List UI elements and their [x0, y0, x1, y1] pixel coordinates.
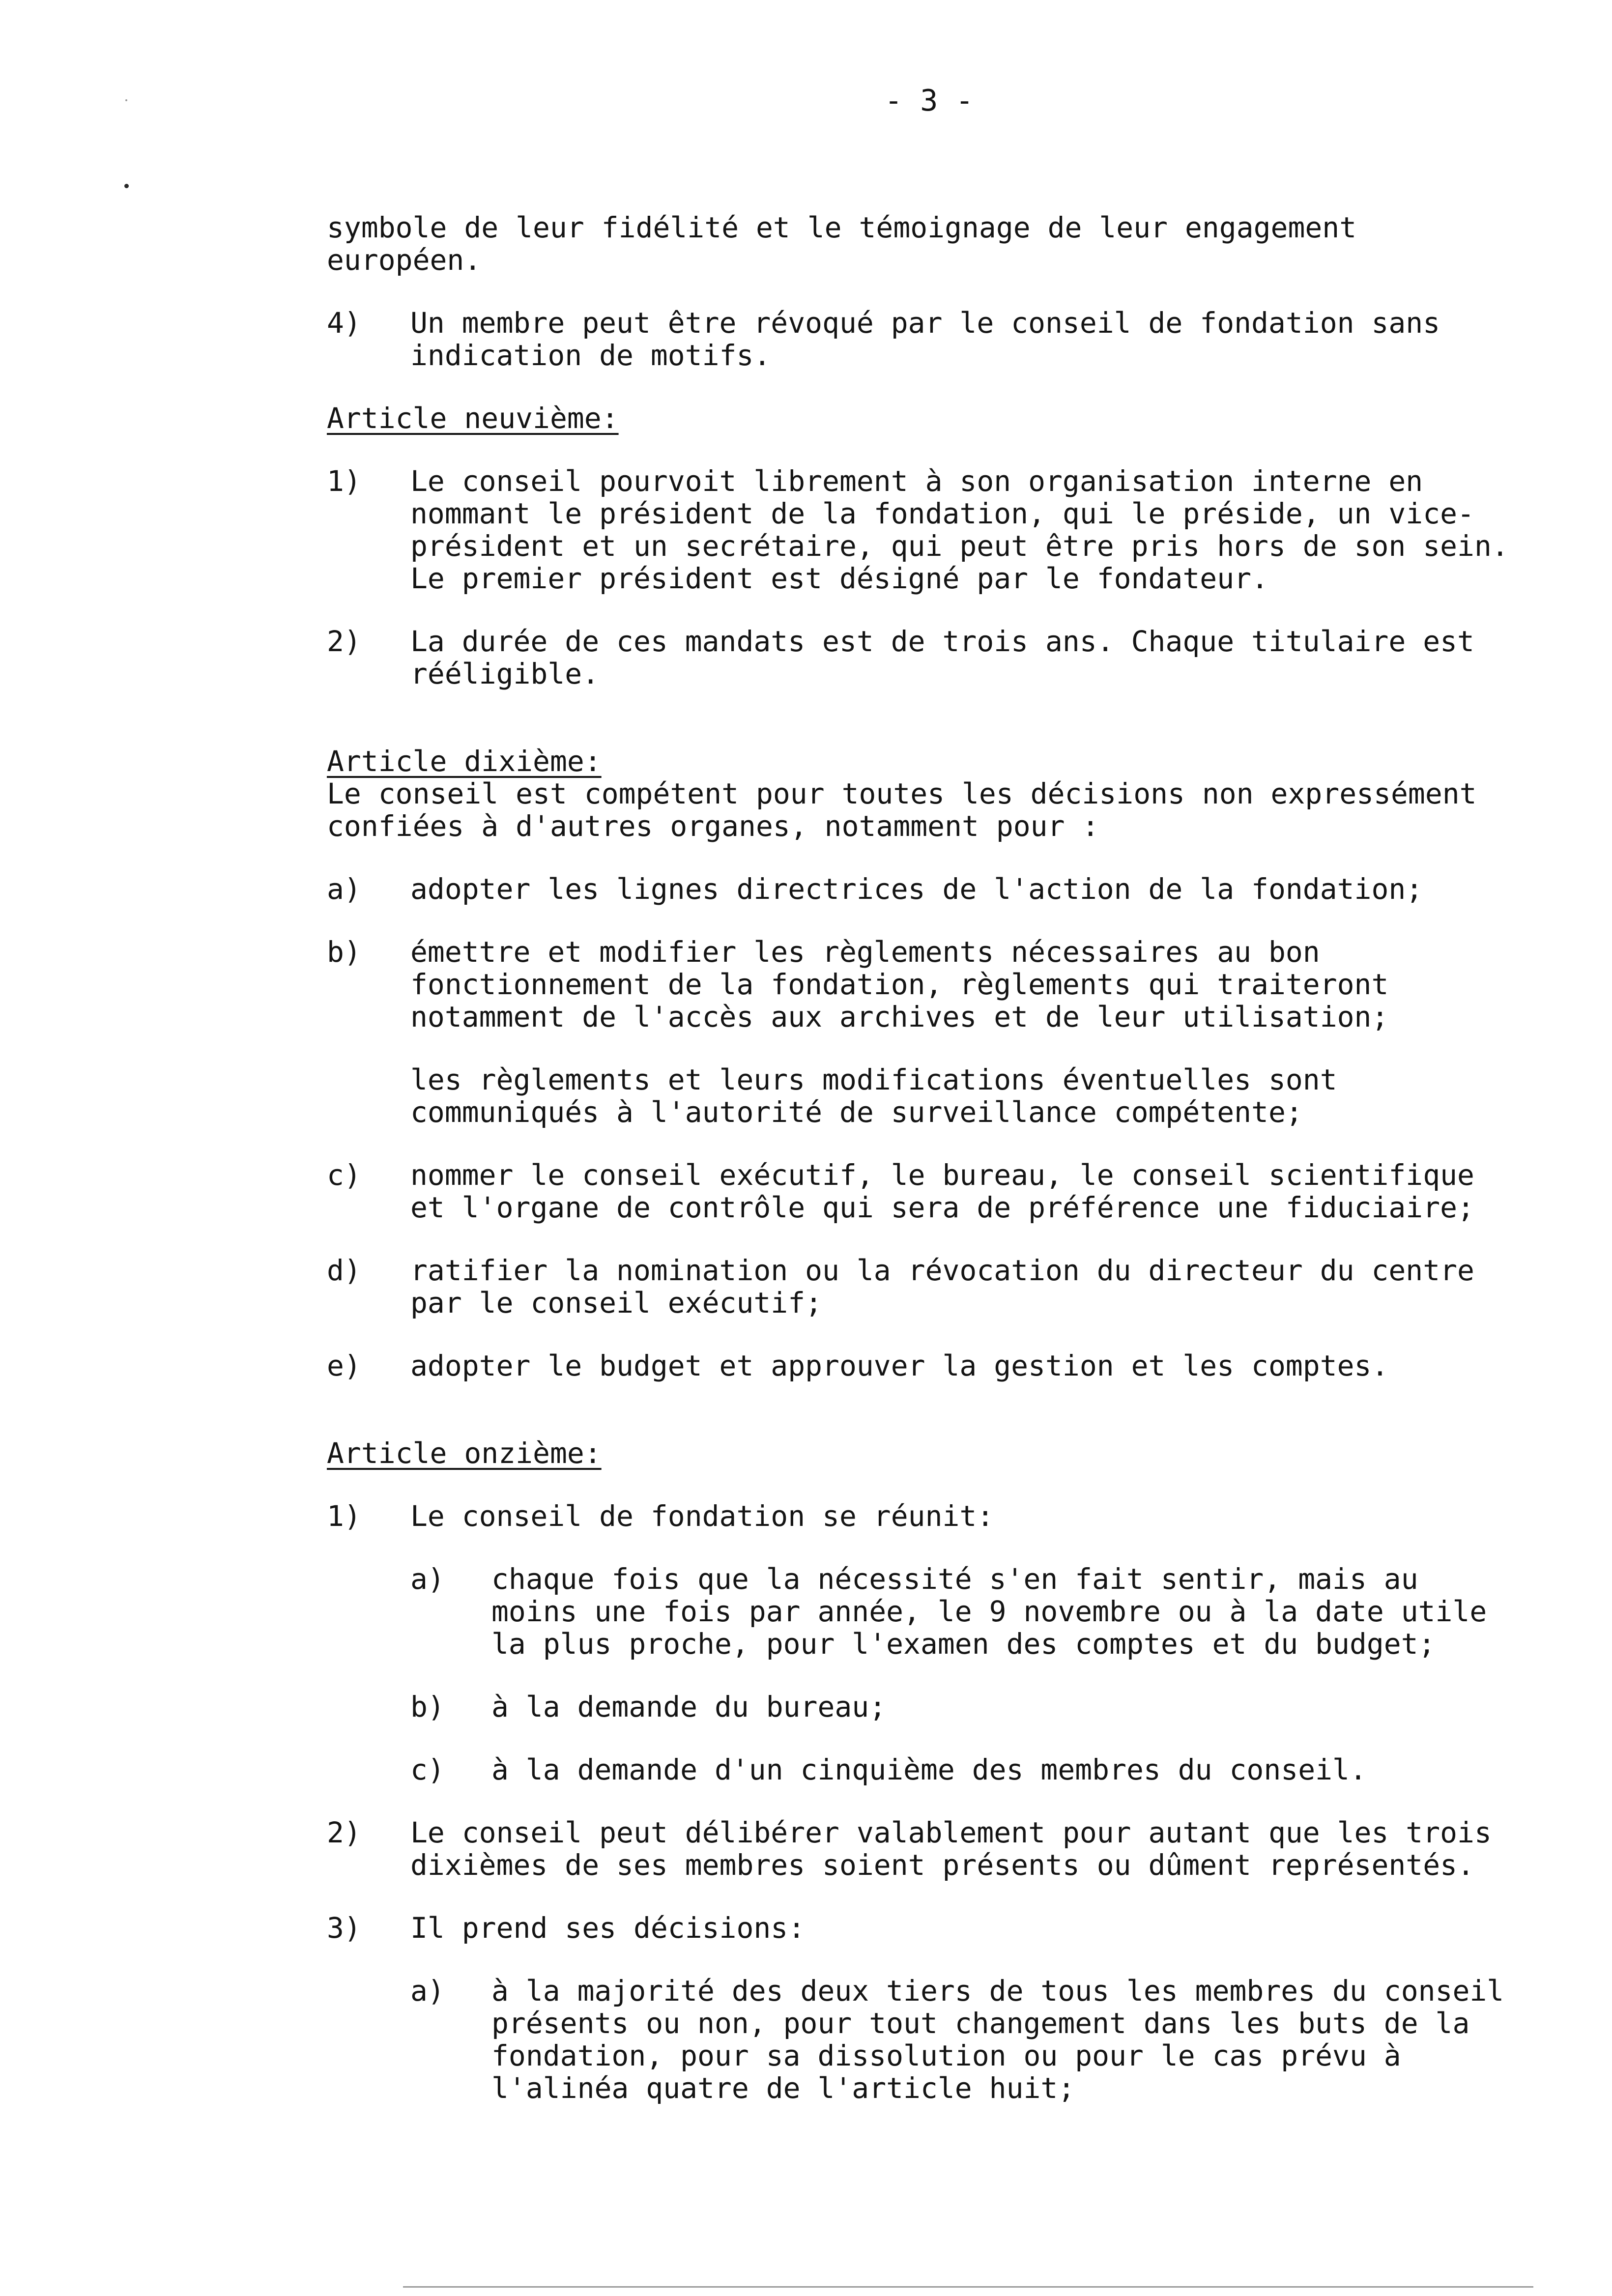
page-number: - 3 -	[885, 84, 974, 118]
item-text: ratifier la nomination ou la révocation du directeur du centre par le conseil exécutif;	[410, 1254, 1474, 1320]
item-body	[410, 1912, 1516, 2104]
item-text: La durée de ces mandats est de trois ans. Chaque titulaire est rééligible.	[410, 625, 1474, 690]
item-text: Un membre peut être révoqué par le conseil de fondation sans indication de motifs.	[410, 306, 1440, 372]
item-text: émettre et modifier les règlements nécessaires au bon fonctionnement de la fondation, règlements qui traiteront notamment de l'accès aux archives et de leur utilisation;	[410, 935, 1389, 1033]
article11-item	[327, 1500, 1516, 1786]
sub-text: à la majorité des deux tiers de tous les membres du conseil présents ou non, pour tout changement dans les buts de la fondation, pour sa dissolution ou pour le cas prévu à l'alinéa quatre de l'article huit;	[491, 1974, 1504, 2105]
item-text: Le conseil pourvoit librement à son organisation interne en nommant le président de la fondation, qui le préside, un vice-président et un secrétaire, qui peut être pris hors de son sein. Le premier président est désigné par le fondateur.	[410, 464, 1509, 595]
article11-heading: Article onzième:	[327, 1436, 602, 1470]
sub-list	[410, 1563, 1516, 1786]
item-body	[410, 1500, 1516, 1786]
item-marker: a)	[327, 872, 361, 906]
scan-speck-faint	[125, 99, 127, 101]
document-body	[327, 211, 1516, 2135]
item-marker: c)	[327, 1158, 361, 1192]
article10-intro: Le conseil est compétent pour toutes les décisions non expressément confiées à d'autres organes, notamment pour :	[327, 777, 1477, 843]
article10-heading: Article dixième:	[327, 745, 602, 778]
article10-item	[327, 1159, 1516, 1224]
article10-item	[327, 1254, 1516, 1319]
item-text: nommer le conseil exécutif, le bureau, le conseil scientifique et l'organe de contrôle qui sera de préférence une fiduciaire;	[410, 1158, 1474, 1224]
sub-item	[410, 1691, 1516, 1723]
item-marker: 3)	[327, 1911, 361, 1945]
sub-text: chaque fois que la nécessité s'en fait sentir, mais au moins une fois par année, le 9 novembre ou à la date utile la plus proche, pour l'examen des comptes et du budget;	[491, 1562, 1487, 1661]
article9-heading-block	[327, 402, 1516, 434]
sub-text: à la demande d'un cinquième des membres du conseil.	[491, 1753, 1367, 1786]
bottom-edge-rule	[403, 2286, 1533, 2288]
sub-list	[410, 1975, 1516, 2104]
article8-item	[327, 307, 1516, 372]
item-text: Il prend ses décisions:	[410, 1911, 806, 1945]
continuation-paragraph: symbole de leur fidélité et le témoignage de leur engagement européen.	[327, 211, 1357, 277]
sub-marker: a)	[410, 1974, 445, 2008]
sub-item	[410, 1753, 1516, 1786]
article9-item	[327, 625, 1516, 690]
item-text: Le conseil peut délibérer valablement pour autant que les trois dixièmes de ses membres soient présents ou dûment représentés.	[410, 1816, 1492, 1882]
item-body	[410, 936, 1516, 1128]
item-text: adopter les lignes directrices de l'action de la fondation;	[410, 872, 1423, 906]
item-marker: 1)	[327, 1499, 361, 1533]
sub-text: à la demande du bureau;	[491, 1690, 887, 1723]
item-marker: e)	[327, 1349, 361, 1382]
item-extra-text: les règlements et leurs modifications éventuelles sont communiqués à l'autorité de surveillance compétente;	[410, 1063, 1337, 1129]
sub-marker: c)	[410, 1753, 445, 1786]
article10-item	[327, 936, 1516, 1128]
sub-marker: a)	[410, 1562, 445, 1596]
spacer	[327, 720, 1516, 745]
scan-speck	[124, 184, 129, 188]
article10-item	[327, 1349, 1516, 1382]
article9-heading: Article neuvième:	[327, 402, 619, 435]
sub-item	[410, 1563, 1516, 1660]
item-marker: 2)	[327, 1816, 361, 1849]
item-marker: 4)	[327, 306, 361, 340]
article10-heading-block	[327, 745, 1516, 777]
spacer	[327, 1412, 1516, 1437]
sub-marker: b)	[410, 1690, 445, 1723]
article10-item	[327, 873, 1516, 905]
item-text: adopter le budget et approuver la gestion et les comptes.	[410, 1349, 1389, 1382]
item-marker: d)	[327, 1254, 361, 1287]
article11-heading-block	[327, 1437, 1516, 1469]
article11-item	[327, 1816, 1516, 1881]
item-marker: b)	[327, 935, 361, 969]
item-text: Le conseil de fondation se réunit:	[410, 1499, 994, 1533]
sub-item	[410, 1975, 1516, 2104]
item-marker: 1)	[327, 464, 361, 498]
item-marker: 2)	[327, 625, 361, 658]
article9-item	[327, 465, 1516, 595]
article11-item	[327, 1912, 1516, 2104]
